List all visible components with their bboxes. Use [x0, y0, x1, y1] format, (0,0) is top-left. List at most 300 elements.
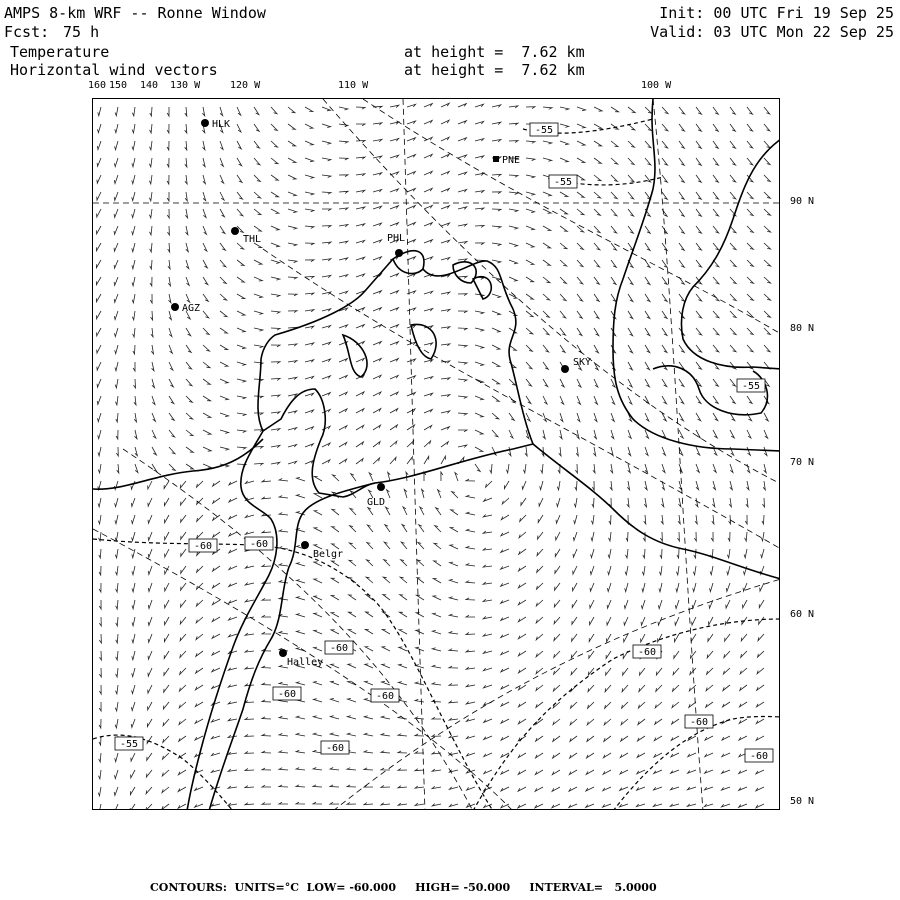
- wind-vector: [537, 566, 543, 572]
- wind-vector: [591, 515, 594, 524]
- wind-vector: [203, 464, 211, 468]
- wind-vector: [441, 442, 448, 447]
- wind-vector: [492, 294, 501, 298]
- wind-vector: [407, 121, 416, 124]
- wind-vector: [288, 428, 297, 431]
- wind-vector: [180, 668, 186, 674]
- wind-vector: [220, 345, 228, 350]
- wind-vector: [134, 413, 136, 422]
- wind-vector: [237, 107, 241, 115]
- wind-vector: [99, 583, 101, 592]
- contour-label: [549, 175, 577, 188]
- wind-vector: [424, 441, 431, 447]
- wind-vector: [373, 173, 382, 176]
- wind-vector: [203, 430, 211, 434]
- wind-vector: [518, 804, 526, 808]
- wind-vector: [713, 413, 718, 421]
- wind-vector: [475, 104, 484, 107]
- wind-vector: [722, 804, 731, 807]
- contour-labels: [115, 123, 773, 762]
- wind-vector: [220, 260, 226, 267]
- contour-minus60-southeast: [613, 717, 780, 811]
- wind-vector: [555, 583, 561, 590]
- wind-vector: [687, 804, 696, 807]
- wind-vector: [620, 770, 628, 774]
- wind-vector: [501, 549, 509, 552]
- wind-vector: [152, 396, 155, 405]
- wind-vector: [764, 430, 768, 438]
- wind-vector: [611, 192, 617, 199]
- wind-vector: [730, 158, 736, 165]
- wind-vector: [399, 630, 407, 634]
- wind-vector: [339, 359, 347, 362]
- wind-vector: [623, 668, 628, 675]
- wind-vector: [313, 733, 322, 736]
- wind-vector: [213, 481, 220, 486]
- wind-vector: [603, 787, 611, 791]
- wind-vector: [560, 260, 567, 266]
- wind-vector: [196, 651, 203, 656]
- wind-vector: [97, 192, 101, 200]
- station-phl[interactable]: [387, 233, 405, 257]
- wind-vector: [407, 155, 415, 158]
- wind-vector: [178, 787, 186, 792]
- wind-vector: [603, 804, 611, 807]
- wind-vector: [662, 277, 667, 284]
- station-gld[interactable]: [367, 483, 385, 508]
- wind-vector: [526, 260, 534, 265]
- wind-vector: [603, 753, 611, 758]
- wind-vector: [150, 243, 152, 252]
- wind-vector: [645, 243, 650, 250]
- wind-vector: [186, 396, 192, 402]
- wind-vector: [117, 464, 119, 473]
- wind-vector: [254, 260, 262, 264]
- wind-vector: [611, 260, 616, 267]
- wind-vector: [509, 430, 513, 438]
- wind-vector: [575, 481, 577, 490]
- wind-vector: [347, 785, 356, 787]
- wind-vector: [400, 595, 407, 600]
- wind-vector: [195, 719, 203, 723]
- wind-vector: [628, 158, 634, 165]
- wind-vector: [150, 124, 152, 133]
- wind-vector: [458, 311, 467, 313]
- wind-vector: [296, 768, 305, 770]
- wind-vector: [679, 260, 684, 267]
- wind-vector: [116, 396, 119, 405]
- wind-vector: [569, 787, 577, 791]
- wind-vector: [390, 206, 398, 209]
- wind-vector: [339, 291, 348, 294]
- field-temperature-height: at height = 7.62 km: [404, 43, 585, 61]
- wind-vector: [195, 702, 203, 707]
- wind-vector: [662, 447, 666, 455]
- wind-vector: [424, 291, 433, 294]
- wind-vector: [449, 649, 458, 651]
- wind-vector: [407, 206, 415, 210]
- wind-vector: [710, 583, 714, 592]
- wind-vector: [98, 804, 101, 810]
- wind-vector: [466, 598, 475, 600]
- wind-vector: [398, 699, 407, 702]
- wind-vector: [449, 701, 458, 703]
- wind-vector: [211, 804, 220, 807]
- wind-vector: [611, 396, 615, 404]
- wind-vector: [740, 702, 748, 707]
- wind-vector: [466, 581, 475, 583]
- wind-vector: [288, 394, 297, 396]
- wind-vector: [659, 566, 662, 575]
- wind-vector: [262, 598, 271, 600]
- wind-vector: [450, 528, 458, 533]
- wind-vector: [621, 719, 628, 725]
- wind-vector: [407, 189, 415, 193]
- wind-vector: [526, 141, 535, 143]
- wind-vector: [679, 141, 684, 148]
- contour-label-text: -55: [534, 125, 554, 136]
- wind-vector: [744, 549, 747, 558]
- wind-vector: [220, 107, 223, 116]
- wind-vector: [587, 736, 594, 742]
- wind-vector: [526, 396, 531, 404]
- wind-vector: [98, 413, 102, 422]
- wind-vector: [554, 668, 560, 674]
- wind-vector: [322, 393, 330, 396]
- wind-vector: [367, 525, 373, 532]
- wind-vector: [712, 515, 714, 524]
- wind-vector: [553, 753, 560, 758]
- wind-vector: [99, 600, 101, 609]
- wind-vector: [237, 277, 244, 282]
- wind-vector: [390, 105, 399, 107]
- wind-vector: [390, 308, 398, 311]
- wind-vector: [555, 549, 560, 557]
- wind-vector: [560, 141, 569, 145]
- init-time: Init: 00 UTC Fri 19 Sep 25: [659, 4, 894, 22]
- wind-vector: [114, 158, 118, 167]
- wind-vector: [519, 549, 526, 554]
- wind-vector: [322, 141, 331, 144]
- wind-vector: [185, 107, 187, 116]
- grid-line-lat-b: [123, 449, 473, 810]
- wind-vector: [373, 342, 381, 346]
- wind-vector: [339, 241, 348, 243]
- wind-vector: [727, 566, 730, 575]
- wind-vector: [509, 209, 518, 212]
- wind-vector: [504, 481, 509, 489]
- wind-vector: [350, 508, 356, 515]
- wind-vector: [519, 702, 527, 707]
- wind-vector: [518, 787, 526, 791]
- wind-vector: [356, 141, 365, 143]
- wind-vector: [520, 515, 526, 522]
- wind-vector: [262, 615, 271, 617]
- wind-vector: [449, 718, 458, 720]
- wind-vector: [415, 699, 424, 702]
- wind-vector: [305, 376, 314, 379]
- wind-vector: [237, 430, 246, 433]
- station-agz[interactable]: [171, 303, 200, 314]
- wind-vector: [475, 173, 484, 175]
- wind-vector: [314, 596, 322, 600]
- wind-vector: [169, 447, 175, 454]
- wind-vector: [237, 260, 244, 266]
- wind-vector: [501, 668, 509, 672]
- wind-vector: [398, 734, 407, 736]
- wind-vector: [611, 430, 614, 439]
- wind-vector: [705, 770, 713, 773]
- wind-vector: [696, 294, 702, 301]
- station-halley[interactable]: [279, 649, 323, 668]
- wind-vector: [98, 498, 101, 507]
- wind-vector: [645, 362, 650, 370]
- wind-vector: [203, 141, 205, 150]
- wind-vector: [560, 192, 568, 197]
- wind-vector: [501, 566, 509, 569]
- wind-vector: [556, 515, 560, 523]
- wind-vector: [711, 532, 713, 541]
- wind-vector: [245, 735, 254, 737]
- wind-vector: [696, 243, 702, 250]
- wind-vector: [314, 511, 322, 515]
- wind-vector: [730, 328, 736, 335]
- wind-vector: [696, 141, 701, 148]
- wind-vector: [577, 243, 583, 249]
- wind-vector: [695, 515, 697, 524]
- wind-vector: [645, 124, 651, 131]
- wind-vector: [492, 396, 499, 401]
- wind-vector: [526, 413, 530, 421]
- wind-vector: [519, 566, 527, 571]
- wind-vector: [229, 532, 237, 536]
- wind-vector: [747, 481, 749, 490]
- wind-vector: [271, 378, 280, 380]
- wind-vector: [560, 379, 564, 387]
- wind-vector: [449, 631, 458, 634]
- wind-vector: [535, 770, 543, 775]
- wind-vector: [179, 685, 186, 691]
- wind-vector: [97, 209, 101, 217]
- station-sky[interactable]: [561, 357, 591, 373]
- wind-vector: [645, 379, 650, 387]
- wind-vector: [466, 684, 475, 686]
- wind-vector: [475, 156, 484, 158]
- wind-vector: [645, 277, 650, 285]
- wind-vector: [99, 685, 101, 694]
- wind-vector: [116, 430, 118, 439]
- wind-vector: [296, 750, 305, 753]
- wind-vector: [483, 634, 492, 637]
- wind-vector: [180, 617, 186, 624]
- wind-vector: [296, 716, 305, 719]
- wind-vector: [655, 719, 662, 724]
- wind-vector: [314, 647, 322, 651]
- wind-vector: [99, 549, 101, 558]
- wind-vector: [441, 258, 450, 261]
- wind-vector: [339, 426, 347, 430]
- wind-vector: [407, 138, 415, 141]
- wind-vector: [114, 787, 118, 795]
- wind-vector: [713, 192, 719, 199]
- wind-vector: [322, 192, 331, 194]
- wind-vector: [339, 375, 347, 379]
- wind-vector: [662, 158, 668, 165]
- wind-vector: [730, 481, 733, 490]
- wind-vector: [747, 243, 753, 249]
- wind-vector: [152, 464, 157, 472]
- wind-vector: [645, 345, 650, 353]
- wind-vector: [644, 515, 646, 524]
- wind-vector: [526, 379, 532, 386]
- wind-vector: [509, 141, 518, 143]
- wind-vector: [163, 702, 169, 709]
- wind-vector: [373, 409, 381, 414]
- wind-vector: [168, 226, 170, 235]
- wind-vector: [228, 769, 237, 771]
- wind-vector: [407, 441, 414, 447]
- wind-vector: [96, 260, 101, 268]
- wind-vector: [220, 328, 227, 333]
- wind-vector: [537, 583, 544, 589]
- wind-vector: [313, 785, 322, 787]
- wind-vector: [132, 226, 135, 235]
- wind-vector: [203, 396, 211, 401]
- wind-vector: [679, 294, 684, 301]
- wind-vector: [729, 515, 731, 524]
- map-canvas: [93, 99, 780, 810]
- coast-peninsula-east: [681, 139, 780, 369]
- wind-vector: [543, 209, 551, 213]
- wind-vector: [186, 226, 188, 235]
- wind-vector: [606, 651, 611, 659]
- wind-vector: [131, 498, 135, 507]
- wind-vector: [390, 441, 397, 447]
- wind-vector: [688, 753, 696, 757]
- wind-vector: [722, 787, 731, 790]
- wind-vector: [132, 243, 135, 252]
- wind-vector: [164, 685, 169, 692]
- wind-vector: [245, 752, 254, 754]
- wind-vector: [415, 665, 424, 668]
- wind-vector: [628, 464, 631, 473]
- wind-vector: [130, 787, 135, 795]
- wind-vector: [330, 768, 339, 771]
- wind-vector: [670, 804, 679, 807]
- wind-vector: [373, 291, 381, 294]
- wind-vector: [645, 260, 650, 267]
- wind-vector: [114, 175, 118, 184]
- wind-vector: [521, 498, 526, 505]
- wind-vector: [305, 310, 314, 312]
- wind-vector: [197, 532, 203, 538]
- wind-vector: [419, 525, 424, 532]
- wind-vector: [151, 311, 153, 320]
- wind-vector: [441, 103, 449, 107]
- wind-vector: [628, 243, 633, 250]
- wind-vector: [764, 328, 770, 334]
- station-thl[interactable]: [231, 227, 261, 245]
- wind-vector: [424, 257, 433, 260]
- wind-vector: [213, 583, 221, 588]
- wind-vector: [747, 328, 753, 335]
- map-panel[interactable]: [92, 98, 780, 810]
- wind-vector: [707, 651, 713, 658]
- wind-vector: [365, 647, 373, 651]
- wind-vector: [387, 490, 390, 498]
- wind-vector: [747, 430, 751, 438]
- wind-vector: [570, 736, 577, 742]
- wind-vector: [656, 685, 662, 692]
- contour-info: CONTOURS: UNITS=°C LOW= -60.000 HIGH= -50.000 INTERVAL= 5.0000: [150, 881, 657, 894]
- wind-vector: [560, 226, 567, 231]
- wind-vector: [675, 600, 679, 609]
- wind-vector: [245, 786, 254, 788]
- wind-vector: [696, 311, 702, 318]
- wind-vector: [185, 158, 187, 167]
- wind-vector: [577, 124, 585, 128]
- wind-vector: [543, 345, 549, 352]
- wind-vector: [162, 804, 169, 810]
- forecast-hours: 75 h: [63, 23, 100, 41]
- wind-vector: [195, 787, 203, 790]
- wind-vector: [212, 719, 221, 722]
- station-hlk[interactable]: [201, 119, 230, 130]
- wind-vector: [536, 651, 543, 657]
- wind-vector: [390, 425, 397, 430]
- wind-vector: [475, 208, 484, 210]
- wind-vector: [367, 543, 373, 550]
- wind-vector: [492, 243, 501, 246]
- wind-vector: [712, 498, 714, 507]
- contour-minus60-west: [93, 539, 493, 810]
- station-belgr[interactable]: [301, 541, 343, 560]
- wind-vector: [356, 325, 364, 328]
- wind-vector: [638, 719, 645, 725]
- wind-vector: [407, 409, 415, 413]
- wind-vector: [237, 328, 245, 332]
- wind-vector: [186, 294, 190, 302]
- wind-vector: [424, 223, 432, 226]
- wind-vector: [747, 226, 753, 232]
- wind-vector: [99, 702, 101, 711]
- wind-vector: [492, 174, 501, 176]
- wind-vector: [178, 770, 186, 775]
- station-pne[interactable]: [493, 155, 520, 166]
- wind-vector: [441, 120, 449, 124]
- wind-vector: [466, 546, 475, 549]
- wind-vector: [637, 753, 645, 757]
- wind-vector: [483, 582, 492, 584]
- wind-vector: [220, 209, 225, 217]
- wind-vector: [115, 141, 118, 150]
- wind-vector: [165, 583, 169, 591]
- wind-vector: [181, 549, 186, 556]
- wind-vector: [296, 495, 305, 499]
- wind-vector: [764, 107, 770, 114]
- wind-vector: [573, 532, 577, 541]
- wind-vector: [637, 787, 645, 790]
- contour-label-text: -60: [193, 541, 213, 552]
- wind-vector: [603, 770, 611, 774]
- wind-vector: [373, 325, 381, 328]
- wind-vector: [509, 243, 518, 247]
- wind-vector: [279, 513, 288, 515]
- wind-vector: [501, 702, 509, 706]
- wind-vector: [467, 787, 475, 790]
- wind-vector: [656, 668, 662, 675]
- wind-vector: [673, 668, 679, 675]
